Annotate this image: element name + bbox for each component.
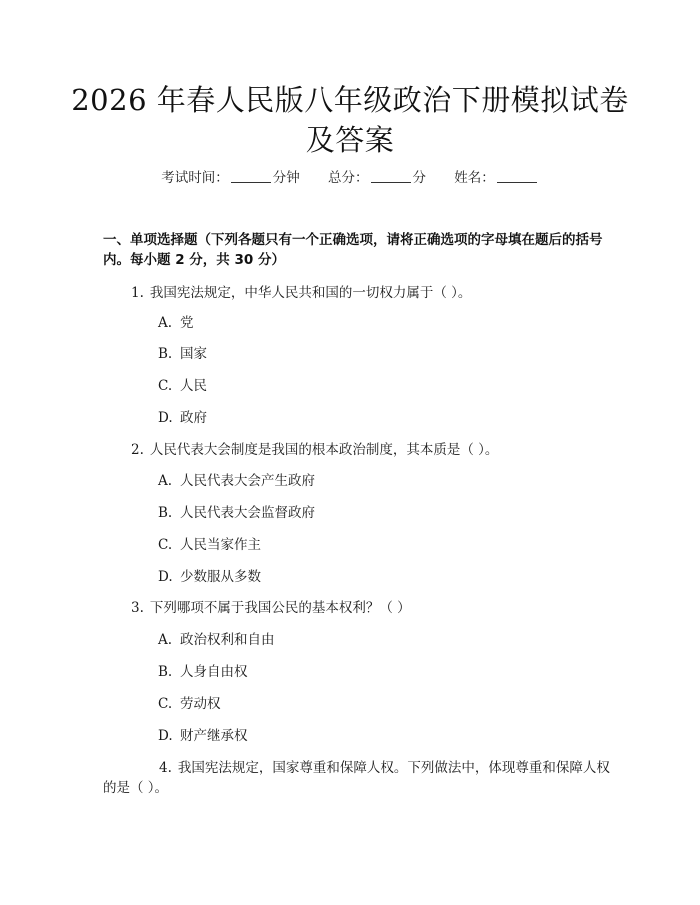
option-letter: C. [158,378,173,394]
option-3c [158,694,221,714]
question-number: 3. [131,600,144,616]
option-text: 劳动权 [180,696,221,712]
question-number: 1. [131,285,144,301]
section-heading: 一、单项选择题（下列各题只有一个正确选项，请将正确选项的字母填在题后的括号内。每小题 2 分，共 30 分） [103,232,603,268]
question-text: 我国宪法规定，国家尊重和保障人权。下列做法中，体现尊重和保障人权的是（ ）。 [103,760,610,796]
option-letter: A. [158,315,173,331]
option-text: 人民代表大会产生政府 [180,473,315,489]
option-text: 人身自由权 [180,664,248,680]
option-letter: B. [158,505,173,521]
option-1a [158,313,194,333]
total-score-unit: 分 [412,170,426,186]
option-text: 国家 [180,346,207,362]
option-2b [158,503,315,523]
option-1c [158,376,207,396]
exam-time-label: 考试时间： [161,170,229,186]
question-4 [103,758,623,798]
student-name-field [454,166,539,186]
option-letter: D. [158,569,173,585]
option-2d [158,567,261,587]
exam-info-line [0,166,700,186]
option-text: 政治权利和自由 [180,632,275,648]
total-score-field [328,166,426,186]
question-text: 下列哪项不属于我国公民的基本权利？（ ） [149,600,411,616]
question-2 [131,440,611,460]
total-score-label: 总分： [328,170,369,186]
total-score-blank [371,170,411,183]
option-letter: C. [158,537,173,553]
option-1d [158,408,207,428]
question-number: 2. [131,442,144,458]
option-letter: A. [158,632,173,648]
option-text: 人民 [180,378,207,394]
exam-time-blank [231,170,271,183]
option-text: 人民当家作主 [180,537,261,553]
option-letter: B. [158,664,173,680]
option-letter: D. [158,728,173,744]
option-text: 财产继承权 [180,728,248,744]
option-1b [158,344,207,364]
question-number: 4. [159,760,172,776]
option-2c [158,535,261,555]
question-1 [131,283,611,303]
student-name-label: 姓名： [454,170,495,186]
question-text: 我国宪法规定，中华人民共和国的一切权力属于（ ）。 [149,285,472,301]
option-letter: A. [158,473,173,489]
option-letter: D. [158,410,173,426]
question-text: 人民代表大会制度是我国的根本政治制度，其本质是（ ）。 [149,442,499,458]
exam-time-field [161,166,300,186]
option-text: 人民代表大会监督政府 [180,505,315,521]
question-3 [131,598,611,618]
student-name-blank [497,170,537,183]
exam-title: 2026 年春人民版八年级政治下册模拟试卷及答案 [71,83,629,157]
option-text: 党 [180,315,194,331]
option-letter: B. [158,346,173,362]
option-text: 少数服从多数 [180,569,261,585]
option-text: 政府 [180,410,207,426]
option-2a [158,471,315,491]
option-3a [158,630,275,650]
option-3b [158,662,248,682]
exam-time-unit: 分钟 [272,170,300,186]
option-3d [158,726,248,746]
option-letter: C. [158,696,173,712]
